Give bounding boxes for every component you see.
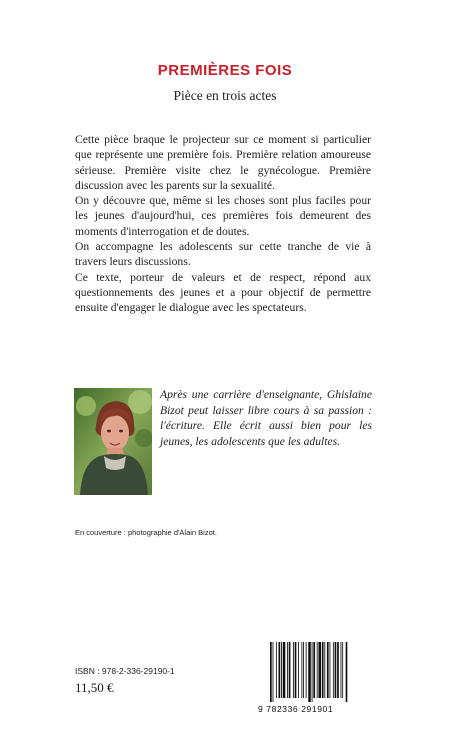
barcode-bar	[289, 642, 291, 698]
barcode-bar	[273, 642, 274, 702]
author-photo	[74, 388, 152, 495]
barcode-bar	[341, 642, 342, 698]
barcode-bar	[335, 642, 337, 698]
barcode-bar	[330, 642, 331, 698]
author-portrait-photo-icon	[74, 388, 152, 495]
barcode-bar	[293, 642, 294, 698]
barcode-bar	[287, 642, 288, 698]
barcode-bar	[346, 642, 348, 702]
book-title: PREMIÈRES FOIS	[157, 62, 293, 79]
barcode-bar	[301, 642, 302, 698]
barcode-bar	[270, 642, 272, 702]
barcode-bar	[317, 642, 318, 698]
price: 11,50 €	[75, 680, 114, 695]
barcode-bar	[283, 642, 286, 698]
barcode-bar	[298, 642, 299, 698]
barcode-bar	[276, 642, 277, 698]
synopsis	[75, 132, 371, 316]
barcode-bar	[295, 642, 297, 698]
barcode-bar	[318, 642, 321, 698]
barcode-bar	[279, 642, 281, 698]
synopsis-paragraph-1: Cette pièce braque le projecteur sur ce moment si particulier que représente une première fois. Première relation amoureuse sérieuse. Première visite chez le gynécologue. Première discussion avec les parents sur la sexualité.	[75, 133, 371, 192]
synopsis-paragraph-2: On y découvre que, même si les choses sont plus faciles pour les jeunes d'aujourd'hui, ces premières fois demeurent des moments d'interrogation et de doutes.	[75, 194, 371, 238]
cover-credit: En couverture : photographie d'Alain Bizot.	[75, 528, 217, 537]
synopsis-paragraph-3: On accompagne les adolescents sur cette tranche de vie à travers leurs discussions.	[75, 240, 371, 269]
author-bio: Après une carrière d'enseignante, Ghislaine Bizot peut laisser libre cours à sa passion : l'écriture. Elle écrit aussi bien pour les jeunes, les adolescents que les adultes.	[160, 388, 372, 448]
barcode-bar	[281, 642, 282, 698]
barcode-bar	[306, 642, 307, 698]
barcode-bar	[337, 642, 339, 698]
barcode-bar	[324, 642, 325, 698]
barcode-bar	[342, 642, 343, 698]
barcode-bar	[327, 642, 329, 698]
ean-barcode-icon	[268, 642, 374, 704]
book-subtitle: Pièce en trois actes	[173, 88, 277, 103]
barcode-bar	[313, 642, 315, 698]
barcode-number: 9 782336 291901	[258, 704, 334, 714]
barcode-bar	[322, 642, 324, 698]
barcode-bar	[312, 642, 313, 702]
barcode-bar	[308, 642, 311, 702]
barcode-bar	[333, 642, 334, 698]
barcode-bar	[303, 642, 304, 698]
synopsis-paragraph-4: Ce texte, porteur de valeurs et de respect, répond aux questionnements des jeunes et a pour objectif de permettre ensuite d'engager le dialogue avec les spectateurs.	[75, 270, 371, 315]
isbn: ISBN : 978-2-336-29190-1	[75, 666, 175, 676]
